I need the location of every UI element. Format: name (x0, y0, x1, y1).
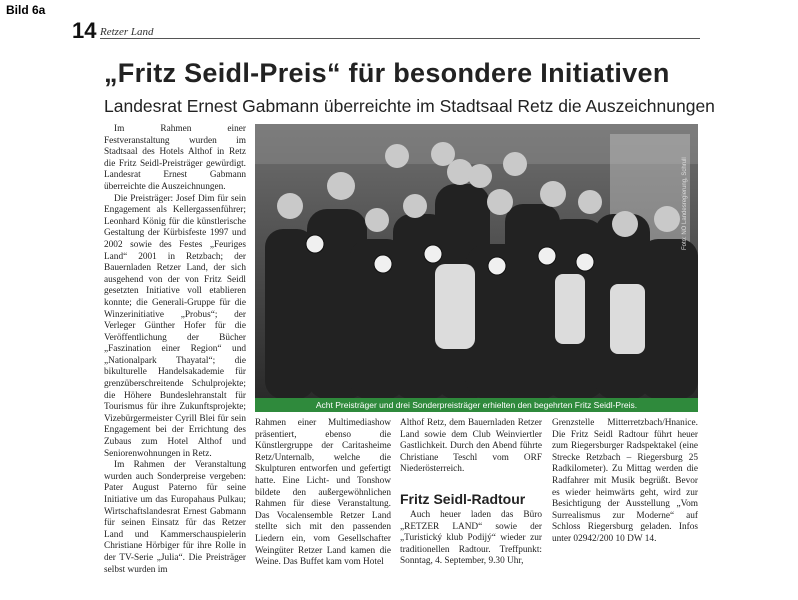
photo-image (255, 124, 698, 398)
photo-credit: Foto: NÖ Landesregierung, Schrull (682, 157, 688, 250)
paragraph: Im Rahmen einer Festveranstaltung wurden im Stadtsaal des Hotels Althof in Retz die Fritz Seidl-Preisträger gewürdigt. Landesrat Ernest Gabmann überreichte die Auszeichnungen. (104, 124, 246, 192)
group-photo (255, 124, 698, 398)
paragraph: Grenzstelle Mitterretzbach/Hnanice. Die Fritz Seidl Radtour führt heuer zum Riegersburger Radspektakel (eine Strecke Retzbach – Riegersburg 25 Radkilometer). Zu Mittag werden die Radfahrer mit Musik begrüßt. Bevor es wieder heimwärts geht, wird zur Besichtigung der Ausstellung „Vom Surrealismus zur Moderne“ auf Schloss Riegersburg geladen. Infos unter 02942/200 10 DW 14. (552, 418, 698, 544)
section-name: Retzer Land (100, 26, 154, 38)
radtour-subheading: Fritz Seidl-Radtour (400, 491, 526, 507)
article-column-2 (255, 418, 391, 576)
article-column-3-continued (400, 510, 542, 576)
paragraph: Althof Retz, dem Bauernladen Retzer Land sowie dem Club Weinviertler Gastlichkeit. Durch den Abend führte Christiane Teschl vom ORF Niederösterreich. (400, 418, 542, 475)
paragraph: Rahmen einer Multimediashow präsentiert, ebenso die Künstlergruppe der Caritasheime Retz/Unternalb, welche die Skulpturen entworfen und gefertigt hatte. Eine Licht- und Tonshow bildete den außergewöhnlichen Rahmen für diese Veranstaltung. Das Vocalensemble Retzer Land stellte sich mit den passenden Liedern ein, vom Gesellschafter Weingüter Retzer Land kamen die Weine. Das Buffet kam vom Hotel (255, 418, 391, 568)
article-column-1 (104, 124, 246, 576)
figure-label: Bild 6a (6, 3, 46, 17)
paragraph: Im Rahmen der Veranstaltung wurden auch Sonderpreise vergeben: Pater August Paterno für seine Initiative um das Europahaus Pulkau; Wirtschaftslandesrat Ernest Gabmann für seinen Einsatz für das Retzer Land und Kammerschauspielerin Christiane Hörbiger für ihre Rolle in der TV-Serie „Julia“. Die Preisträger selbst wurden im (104, 460, 246, 575)
photo-caption: Acht Preisträger und drei Sonderpreisträger erhielten den begehrten Fritz Seidl-Preis. (255, 398, 698, 412)
article-column-3 (400, 418, 542, 490)
paragraph: Auch heuer laden das Büro „RETZER LAND“ sowie der „Turistický klub Podijý“ wieder zur traditionellen Radtour. Treffpunkt: Sonntag, 4. September, 9.30 Uhr, (400, 510, 542, 567)
article-headline: „Fritz Seidl-Preis“ für besondere Initiativen (104, 58, 670, 88)
header-rule (100, 38, 700, 39)
article-column-4 (552, 418, 698, 576)
paragraph: Die Preisträger: Josef Dim für sein Engagement als Kellergassenführer; Leonhard König für die künstlerische Gestaltung der Kürbisfeste 1997 und 2002 sowie des Festes „Feuriges Land“ 2001 in Retzbach; der Bauernladen Retzer Land, der sich ausgehend von der von Fritz Seidl gesetzten Initiative voll etablieren konnte; die Generali-Gruppe für die Winzerinitiative „Probus“; der Verleger Günther Hofer für die Veröffentlichung der Bücher „Faszination einer Region“ und „Nationalpark Thayatal“; die bikulturelle Handelsakademie für grenzüberschreitende Schulprojekte; die Höhere Bundeslehranstalt für Tourismus für ihre Zukunftsprojekte; Vizebürgermeister Cyrill Blei für sein Engagement bei der Errichtung des Zubaus zum Hotel Althof und Seniorenwohnungen in Retz. (104, 193, 246, 459)
page-number: 14 (72, 18, 97, 43)
article-subheadline: Landesrat Ernest Gabmann überreichte im Stadtsaal Retz die Auszeichnungen (104, 96, 715, 116)
